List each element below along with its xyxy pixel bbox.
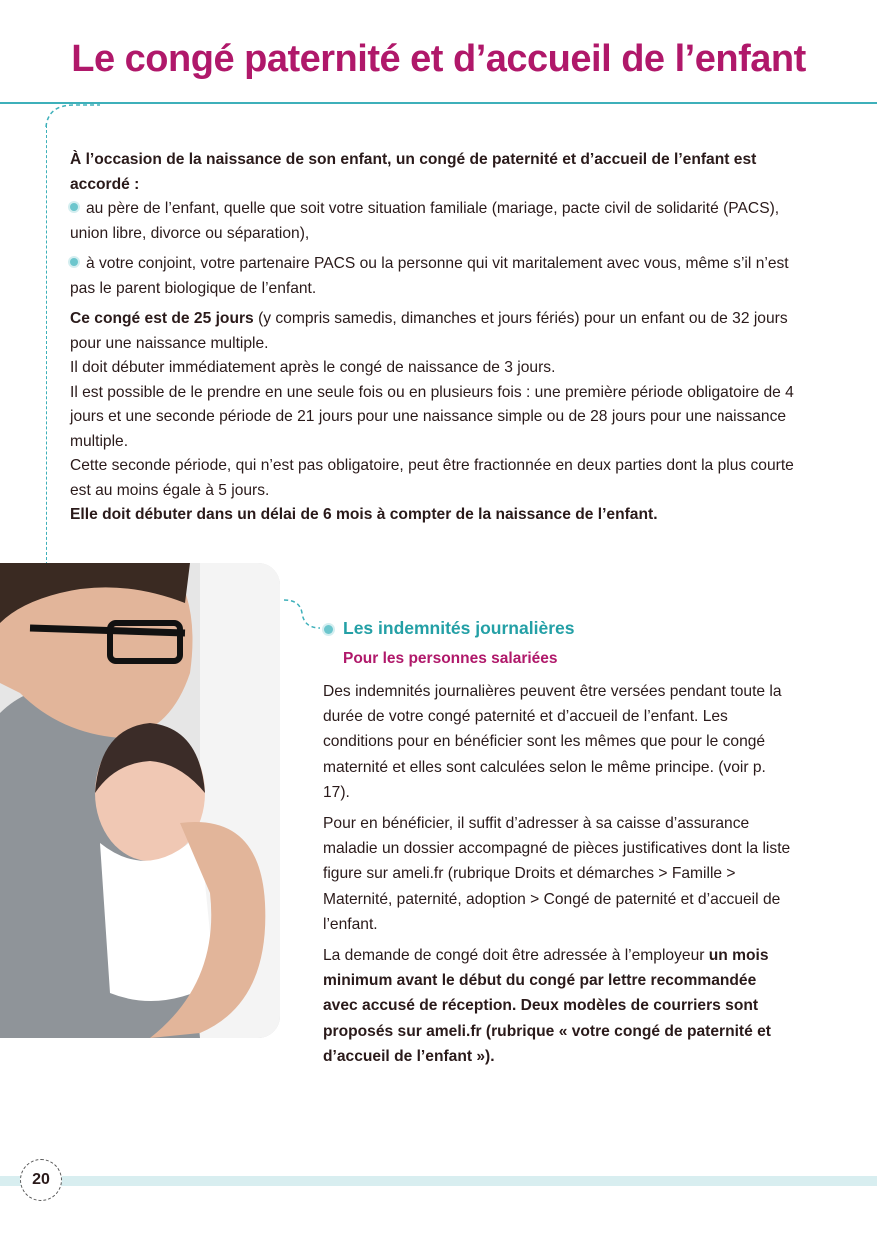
duration-bold: Ce congé est de 25 jours [70, 310, 254, 327]
section-paragraph-2: Pour en bénéficier, il suffit d’adresser à sa caisse d’assurance maladie un dossier accompagné de pièces justificatives dont la liste figure sur ameli.fr (rubrique Droits et démarches > Famille > Maternité, paternité, adoption > Congé de paternité et d’accueil de l’enfant. [323, 815, 791, 933]
intro-text [70, 148, 795, 528]
section-title: Les indemnités journalières [343, 618, 575, 638]
intro-lead: À l’occasion de la naissance de son enfant, un congé de paternité et d’accueil de l’enfant est accordé : [70, 151, 757, 193]
teal-dot-icon [70, 203, 78, 211]
title-divider [0, 102, 877, 104]
father-baby-photo [0, 563, 280, 1038]
dashed-margin-line [46, 125, 47, 565]
teal-dot-icon [70, 258, 78, 266]
second-period-line: Cette seconde période, qui n’est pas obligatoire, peut être fractionnée en deux parties dont la plus courte est au moins égale à 5 jours. [70, 457, 794, 499]
periods-line: Il est possible de le prendre en une seule fois ou en plusieurs fois : une première période obligatoire de 4 jours et une seconde période de 21 jours pour une naissance simple ou de 28 jours pour une naissance multiple. [70, 383, 794, 450]
section-dot-icon [324, 625, 333, 634]
page-title: Le congé paternité et d’accueil de l’enfant [71, 38, 806, 80]
footer-bar [0, 1176, 877, 1186]
intro-bullet-2: à votre conjoint, votre partenaire PACS ou la personne qui vit maritalement avec vous, même s’il n’est pas le parent biologique de l’enfant. [70, 255, 789, 297]
dashed-connector-section [282, 598, 322, 638]
section-paragraph-3-start: La demande de congé doit être adressée à l’employeur [323, 947, 709, 965]
deadline-line: Elle doit débuter dans un délai de 6 mois à compter de la naissance de l’enfant. [70, 506, 658, 523]
start-line: Il doit débuter immédiatement après le congé de naissance de 3 jours. [70, 359, 556, 376]
section-subtitle: Pour les personnes salariées [343, 650, 558, 667]
duration-rest: (y compris samedis, dimanches et jours fériés) pour un enfant ou de 32 jours pour une naissance multiple. [70, 310, 788, 352]
section-body [323, 679, 793, 1075]
section-paragraph-3-bold: un mois minimum avant le début du congé par lettre recommandée avec accusé de réception. Deux modèles de courriers sont proposés sur ameli.fr (rubrique « votre congé de paternité et d’accueil de l’enfant »). [323, 947, 771, 1065]
page-number: 20 [20, 1159, 62, 1201]
section-paragraph-1: Des indemnités journalières peuvent être versées pendant toute la durée de votre congé paternité et d’accueil de l’enfant. Les conditions pour en bénéficier sont les mêmes que pour le congé maternité et elles sont calculées selon le même principe. (voir p. 17). [323, 683, 782, 801]
dashed-connector-top [44, 103, 104, 133]
intro-bullet-1: au père de l’enfant, quelle que soit votre situation familiale (mariage, pacte civil de solidarité (PACS), union libre, divorce ou séparation), [70, 200, 780, 242]
